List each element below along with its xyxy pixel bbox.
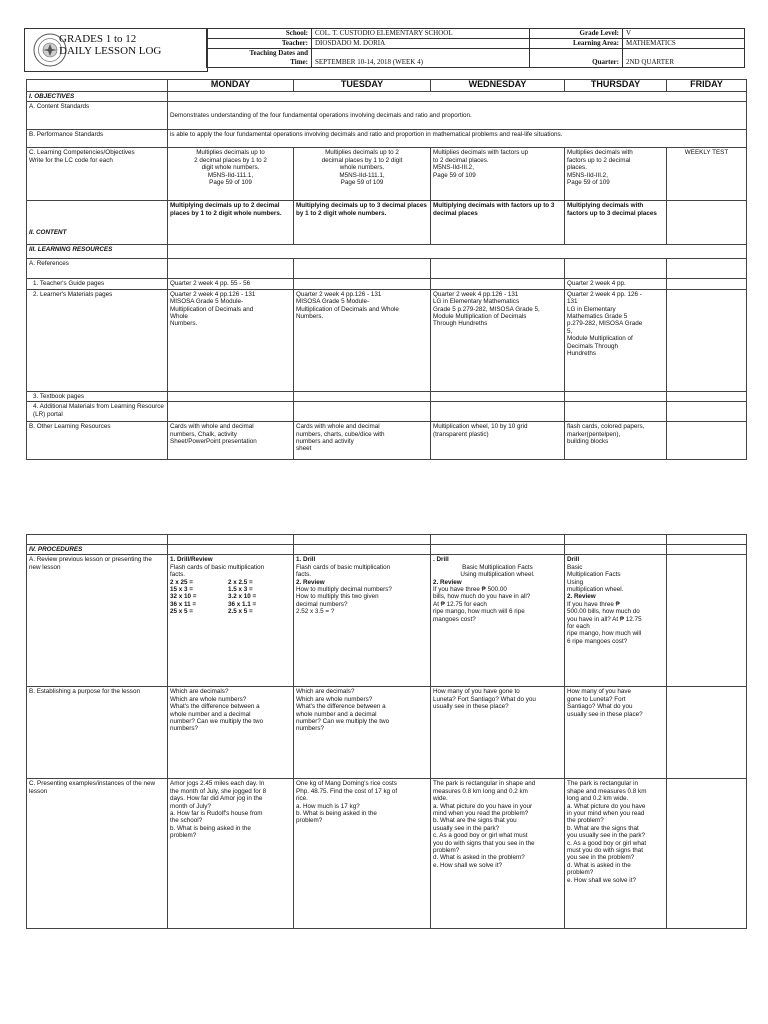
school-value: COL. T. CUSTODIO ELEMENTARY SCHOOL bbox=[312, 29, 530, 39]
learners-materials-label: 2. Learner's Materials pages bbox=[27, 289, 168, 391]
procedures-title: IV. PROCEDURES bbox=[27, 545, 168, 555]
title-line-2: DAILY LESSON LOG bbox=[59, 45, 162, 57]
objectives-title-fill bbox=[168, 92, 747, 102]
log-title bbox=[59, 33, 161, 57]
blank-head-3 bbox=[431, 535, 565, 545]
blank-head-2 bbox=[294, 535, 431, 545]
proc-title-mon bbox=[168, 545, 294, 555]
competency-thursday: Multiplies decimals with factors up to 2 decimal places. M5NS-IId-III.2, Page 59 of 109 bbox=[565, 148, 667, 201]
proc-title-fri bbox=[667, 545, 747, 555]
review-tuesday bbox=[294, 555, 431, 687]
teachers-guide-label: 1. Teacher's Guide pages bbox=[27, 279, 168, 289]
content-standards-label: A. Content Standards bbox=[27, 102, 168, 130]
review-wednesday-text1: Basic Multiplication Facts Using multiplication wheel. bbox=[460, 563, 535, 579]
fact-left: 36 x 11 = bbox=[170, 600, 197, 608]
tg-monday: Quarter 2 week 4 pp. 55 - 56 bbox=[168, 279, 294, 289]
content-tuesday: Multiplying decimals up to 3 decimal places by 1 to 2 digit whole numbers. bbox=[294, 201, 431, 245]
dates-label-line2: Time: bbox=[290, 58, 308, 66]
dates-label-line1: Teaching Dates and bbox=[249, 49, 308, 57]
other-friday bbox=[667, 422, 747, 460]
references-wednesday bbox=[431, 259, 565, 279]
blank-head-5 bbox=[667, 535, 747, 545]
fact-right: 2 x 2.5 = bbox=[228, 578, 253, 586]
resources-title: III. LEARNING RESOURCES bbox=[27, 245, 168, 259]
school-label: School: bbox=[207, 29, 312, 39]
title-box bbox=[24, 28, 208, 72]
day-tuesday: TUESDAY bbox=[294, 80, 431, 92]
fact-left: 2 x 25 = bbox=[170, 578, 193, 586]
am-friday bbox=[667, 402, 747, 422]
fact-right: 3.2 x 10 = bbox=[228, 593, 257, 601]
am-wednesday bbox=[431, 402, 565, 422]
blank-head-1 bbox=[168, 535, 294, 545]
review-wednesday-heading2: 2. Review bbox=[433, 578, 462, 586]
purpose-label: B. Establishing a purpose for the lesson bbox=[27, 687, 168, 779]
examples-wednesday: The park is rectangular in shape and measures 0.8 km long and 0.2 km wide. a. What picture do you have in your mind when you read the problem? b. What are the signs that you usually see in the park? c. As a good boy or girl what must you do with signs that you see in the problem? d. What is asked in the problem? e. How shall we solve it? bbox=[431, 779, 565, 929]
examples-tuesday: One kg of Mang Doming's rice costs Php. 48.75. Find the cost of 17 kg of rice. a. How much is 17 kg? b. What is being asked in the problem? bbox=[294, 779, 431, 929]
content-standards-text: Demonstrates understanding of the four fundamental operations involving decimals and ratio and proportion. bbox=[168, 102, 747, 130]
competency-friday: WEEKLY TEST bbox=[667, 148, 747, 201]
quarter-label: Quarter: bbox=[530, 49, 623, 68]
info-table bbox=[206, 28, 745, 68]
grade-label: Grade Level: bbox=[530, 29, 623, 39]
procedures-table bbox=[26, 534, 747, 929]
dates-label bbox=[207, 49, 312, 68]
other-resources-label: B. Other Learning Resources bbox=[27, 422, 168, 460]
review-monday-heading: 1. Drill/Review bbox=[170, 556, 213, 564]
blank-head-4 bbox=[565, 535, 667, 545]
fact-left: 32 x 10 = bbox=[170, 593, 197, 601]
purpose-friday bbox=[667, 687, 747, 779]
proc-title-tue bbox=[294, 545, 431, 555]
lm-thursday: Quarter 2 week 4 pp. 126 - 131 LG in Elementary Mathematics Grade 5 p.279-282, MISOSA Grade 5, Module Multiplication of Decimals Through Hundreths bbox=[565, 289, 667, 391]
references-friday bbox=[667, 259, 747, 279]
examples-thursday: The park is rectangular in shape and measures 0.8 km long and 0.2 km wide. a. What picture do you have in your mind when you read the problem? b. What are the signs that you usually see in the park? c. As a good boy or girl what must you do with signs that you see in the problem? d. What is asked in the problem? e. How shall we solve it? bbox=[565, 779, 667, 929]
objectives-title: I. OBJECTIVES bbox=[27, 92, 168, 102]
review-thursday-heading2: 2. Review bbox=[567, 593, 596, 601]
fact-left: 25 x 5 = bbox=[170, 608, 193, 616]
tg-wednesday bbox=[431, 279, 565, 289]
resources-title-fill bbox=[168, 245, 747, 259]
content-thursday: Multiplying decimals with factors up to 3 decimal places bbox=[565, 201, 667, 245]
lm-wednesday: Quarter 2 week 4 pp.126 - 131 LG in Elementary Mathematics Grade 5 p.279-282, MISOSA Grade 5, Module Multiplication of Decimals Through Hundreths bbox=[431, 289, 565, 391]
content-title: II. CONTENT bbox=[27, 201, 168, 245]
tg-thursday: Quarter 2 week 4 pp. bbox=[565, 279, 667, 289]
review-tuesday-heading1: 1. Drill bbox=[296, 556, 316, 564]
teacher-value: DIOSDADO M. DORIA bbox=[312, 39, 530, 49]
day-monday: MONDAY bbox=[168, 80, 294, 92]
examples-label: C. Presenting examples/instances of the new lesson bbox=[27, 779, 168, 929]
corner-cell bbox=[27, 80, 168, 92]
fact-left: 15 x 3 = bbox=[170, 586, 193, 594]
review-tuesday-text1: Flash cards of basic multiplication facts. bbox=[296, 563, 391, 579]
review-thursday-text2: If you have three ₱ 500.00 bills, how much do you have in all? At ₱ 12.75 for each ripe mango, how much will 6 ripe mangoes cost? bbox=[567, 600, 642, 645]
quarter-value: 2ND QUARTER bbox=[623, 49, 745, 68]
references-tuesday bbox=[294, 259, 431, 279]
facts-grid bbox=[170, 579, 291, 616]
dates-value: SEPTEMBER 10-14, 2018 (WEEK 4) bbox=[312, 49, 530, 68]
review-thursday-heading1: Drill bbox=[567, 556, 580, 564]
review-wednesday-text2: If you have three ₱ 500.00 bills, how much do you have in all? At ₱ 12.75 for each ripe mango, how much will 6 ripe mangoes cost? bbox=[433, 586, 531, 623]
other-tuesday: Cards with whole and decimal numbers, charts, cube/dice with numbers and activity sheet bbox=[294, 422, 431, 460]
tb-tuesday bbox=[294, 391, 431, 401]
tg-friday bbox=[667, 279, 747, 289]
competency-tuesday: Multiplies decimals up to 2 decimal places by 1 to 2 digit whole numbers. M5NS-IId-111.1, Page 59 of 109 bbox=[294, 148, 431, 201]
content-wednesday: Multiplying decimals with factors up to 3 decimal places bbox=[431, 201, 565, 245]
references-label: A. References bbox=[27, 259, 168, 279]
fact-right: 36 x 1.1 = bbox=[228, 600, 257, 608]
lm-tuesday: Quarter 2 week 4 pp.126 - 131 MISOSA Grade 5 Module- Multiplication of Decimals and Whole Numbers. bbox=[294, 289, 431, 391]
lm-friday bbox=[667, 289, 747, 391]
tg-tuesday bbox=[294, 279, 431, 289]
content-friday bbox=[667, 201, 747, 245]
tb-wednesday bbox=[431, 391, 565, 401]
lm-monday: Quarter 2 week 4 pp.126 - 131 MISOSA Grade 5 Module- Multiplication of Decimals and Whole Numbers. bbox=[168, 289, 294, 391]
tb-friday bbox=[667, 391, 747, 401]
review-wednesday-heading1: . Drill bbox=[433, 556, 449, 564]
review-tuesday-text2: How to multiply decimal numbers? How to multiply this two given decimal numbers? 2.52 x 3.5 = ? bbox=[296, 586, 392, 616]
competencies-label: C. Learning Competencies/Objectives Write for the LC code for each bbox=[27, 148, 168, 201]
purpose-wednesday: How many of you have gone to Luneta? Fort Santiago? What do you usually see in these place? bbox=[431, 687, 565, 779]
objectives-table bbox=[26, 79, 747, 460]
am-monday bbox=[168, 402, 294, 422]
day-friday: FRIDAY bbox=[667, 80, 747, 92]
performance-standards-label: B. Performance Standards bbox=[27, 130, 168, 148]
blank-head-0 bbox=[27, 535, 168, 545]
review-monday-text: Flash cards of basic multiplication facts. bbox=[170, 563, 265, 579]
competency-monday: Multiplies decimals up to 2 decimal places by 1 to 2 digit whole numbers. M5NS-IId-111.1, Page 59 of 109 bbox=[168, 148, 294, 201]
other-wednesday: Multiplication wheel, 10 by 10 grid (transparent plastic) bbox=[431, 422, 565, 460]
teacher-label: Teacher: bbox=[207, 39, 312, 49]
am-thursday bbox=[565, 402, 667, 422]
examples-friday bbox=[667, 779, 747, 929]
performance-standards-text: is able to apply the four fundamental operations involving decimals and ratio and proportion in mathematical problems and real-life situations. bbox=[168, 130, 747, 148]
textbook-label: 3. Textbook pages bbox=[27, 391, 168, 401]
day-thursday: THURSDAY bbox=[565, 80, 667, 92]
additional-materials-label: 4. Additional Materials from Learning Resource (LR) portal bbox=[27, 402, 168, 422]
tb-thursday bbox=[565, 391, 667, 401]
tb-monday bbox=[168, 391, 294, 401]
review-friday bbox=[667, 555, 747, 687]
examples-monday: Amor jogs 2.45 miles each day. In the month of July, she jogged for 8 days. How far did Amor jog in the month of July? a. How far is Rudolf's house from the school? b. What is being asked in the problem? bbox=[168, 779, 294, 929]
purpose-tuesday: Which are decimals? Which are whole numbers? What's the difference between a whole number and a decimal number? Can we multiply the two numbers? bbox=[294, 687, 431, 779]
proc-title-thu bbox=[565, 545, 667, 555]
other-monday: Cards with whole and decimal numbers, Chalk, activity Sheet/PowerPoint presentation bbox=[168, 422, 294, 460]
review-monday bbox=[168, 555, 294, 687]
area-value: MATHEMATICS bbox=[623, 39, 745, 49]
facts-right bbox=[228, 579, 256, 616]
area-label: Learning Area: bbox=[530, 39, 623, 49]
fact-right: 2.5 x 5 = bbox=[228, 608, 253, 616]
purpose-thursday: How many of you have gone to Luneta? Fort Santiago? What do you usually see in these place? bbox=[565, 687, 667, 779]
other-thursday: flash cards, colored papers, marker(pentelpen), building blocks bbox=[565, 422, 667, 460]
review-wednesday bbox=[431, 555, 565, 687]
review-thursday-text1: Basic Multiplication Facts Using multiplication wheel. bbox=[567, 563, 624, 594]
day-wednesday: WEDNESDAY bbox=[431, 80, 565, 92]
grade-value: V bbox=[623, 29, 745, 39]
title-line-1: GRADES 1 to 12 bbox=[59, 33, 137, 45]
review-label: A. Review previous lesson or presenting the new lesson bbox=[27, 555, 168, 687]
review-tuesday-heading2: 2. Review bbox=[296, 578, 325, 586]
review-thursday bbox=[565, 555, 667, 687]
fact-right: 1.5 x 3 = bbox=[228, 586, 253, 594]
am-tuesday bbox=[294, 402, 431, 422]
references-monday bbox=[168, 259, 294, 279]
lesson-log-header bbox=[24, 28, 746, 72]
content-monday: Multiplying decimals up to 2 decimal places by 1 to 2 digit whole numbers. bbox=[168, 201, 294, 245]
references-thursday bbox=[565, 259, 667, 279]
facts-left bbox=[170, 579, 228, 616]
purpose-monday: Which are decimals? Which are whole numbers? What's the difference between a whole number and a decimal number? Can we multiply the two numbers? bbox=[168, 687, 294, 779]
proc-title-wed bbox=[431, 545, 565, 555]
competency-wednesday: Multiplies decimals with factors up to 2 decimal places. M5NS-IId-III.2, Page 59 of 109 bbox=[431, 148, 565, 201]
